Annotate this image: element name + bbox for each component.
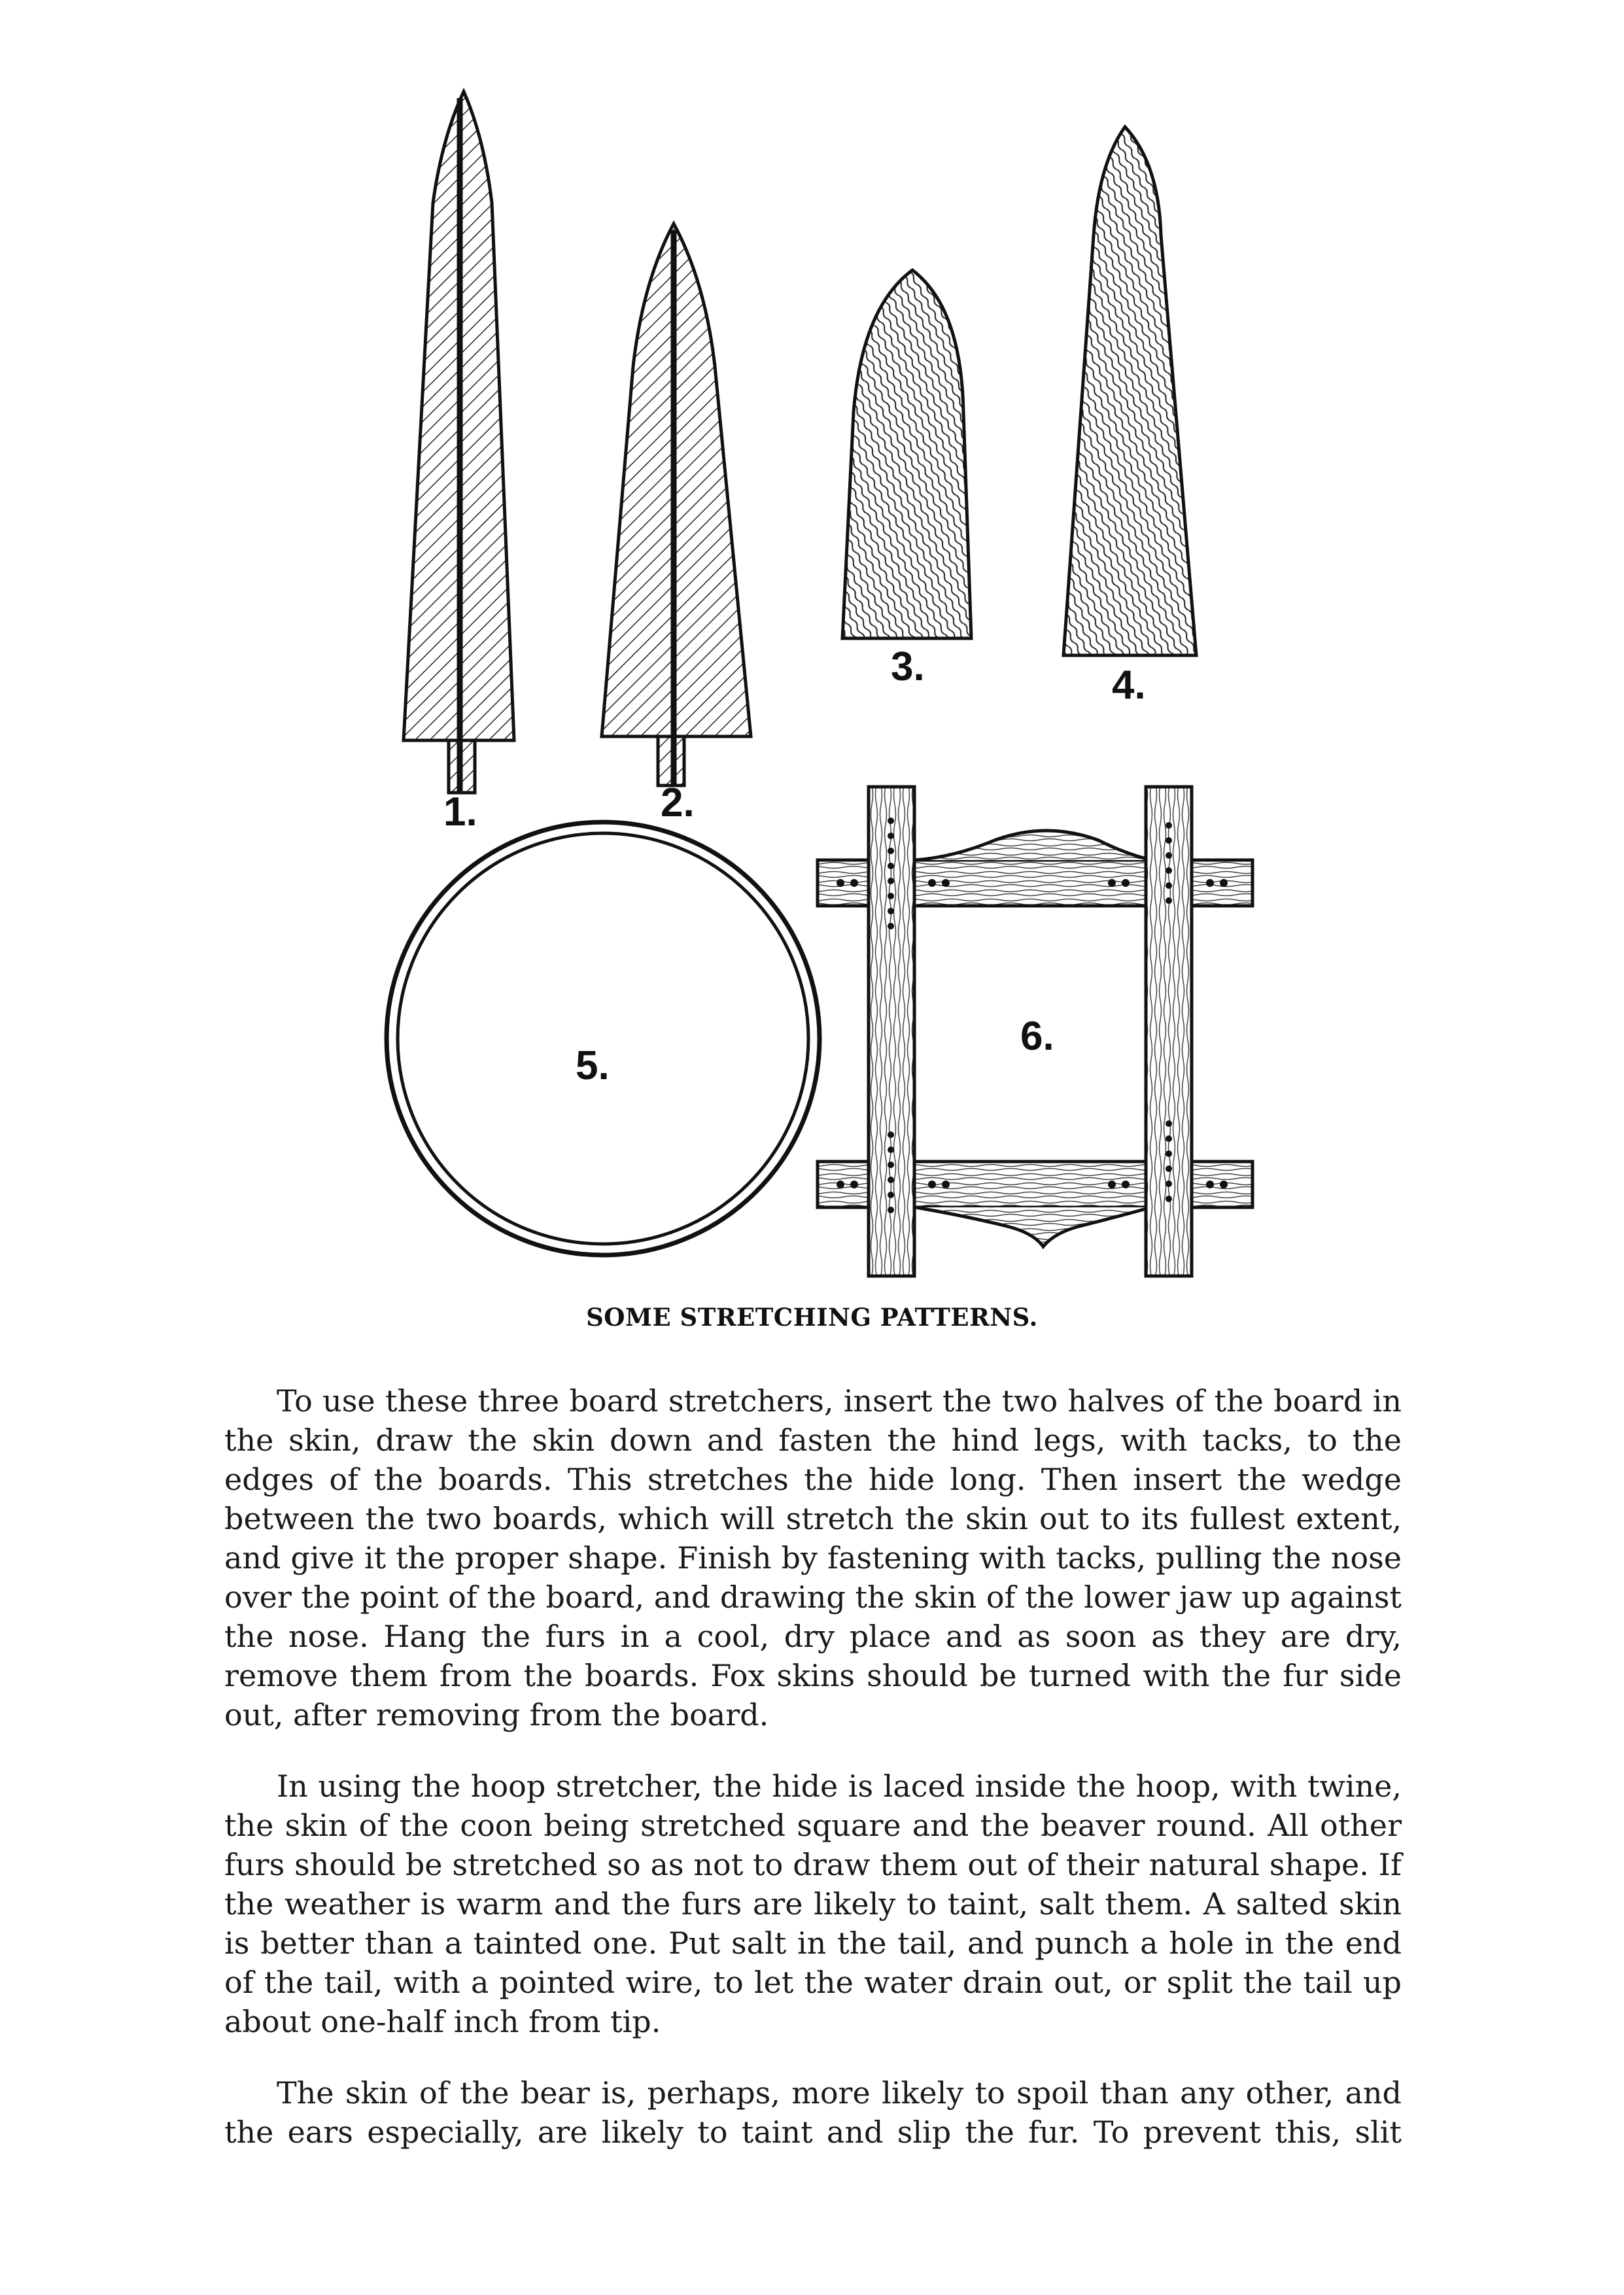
stretcher-board-4: [1063, 127, 1196, 655]
body-text: [224, 1381, 1402, 2184]
figure-label-1: 1.: [443, 789, 477, 835]
figure-label-4: 4.: [1112, 663, 1146, 708]
stretcher-board-3: [842, 270, 971, 638]
stretcher-board-1: [404, 92, 514, 793]
paragraph-1: To use these three board stretchers, insert the two halves of the board in the skin, draw the skin down and fasten the hind legs, with tacks, to the edges of the boards. This stretches the hide long. Then insert the wedge between the two boards, which will stretch the skin out to its fullest extent, and give it the proper shape. Finish by fastening with tacks, pulling the nose over the point of the board, and drawing the skin of the lower jaw up against the nose. Hang the furs in a cool, dry place and as soon as they are dry, remove them from the boards. Fox skins should be turned with the fur side out, after removing from the board.: [224, 1383, 1402, 1733]
figure-label-2: 2.: [661, 780, 695, 825]
stretcher-board-2: [602, 224, 751, 785]
figure-label-5: 5.: [576, 1043, 610, 1088]
figure-label-3: 3.: [891, 644, 925, 689]
stretching-patterns-figure: [353, 72, 1282, 1315]
figure-label-6: 6.: [1020, 1014, 1054, 1059]
hoop-stretcher-5: [387, 822, 820, 1255]
paragraph-2: In using the hoop stretcher, the hide is laced inside the hoop, with twine, the skin of the coon being stretched square and the beaver round. All other furs should be stretched so as not to draw them out of their natural shape. If the weather is warm and the furs are likely to taint, salt them. A salted skin is better than a tainted one. Put salt in the tail, and punch a hole in the end of the tail, with a pointed wire, to let the water drain out, or split the tail up about one-half inch from tip.: [224, 1769, 1402, 2039]
figure-caption: SOME STRETCHING PATTERNS.: [586, 1303, 1038, 1332]
paragraph-3: The skin of the bear is, perhaps, more likely to spoil than any other, and the ears especially, are likely to taint and slip the fur. To prevent this, slit: [224, 2075, 1402, 2150]
